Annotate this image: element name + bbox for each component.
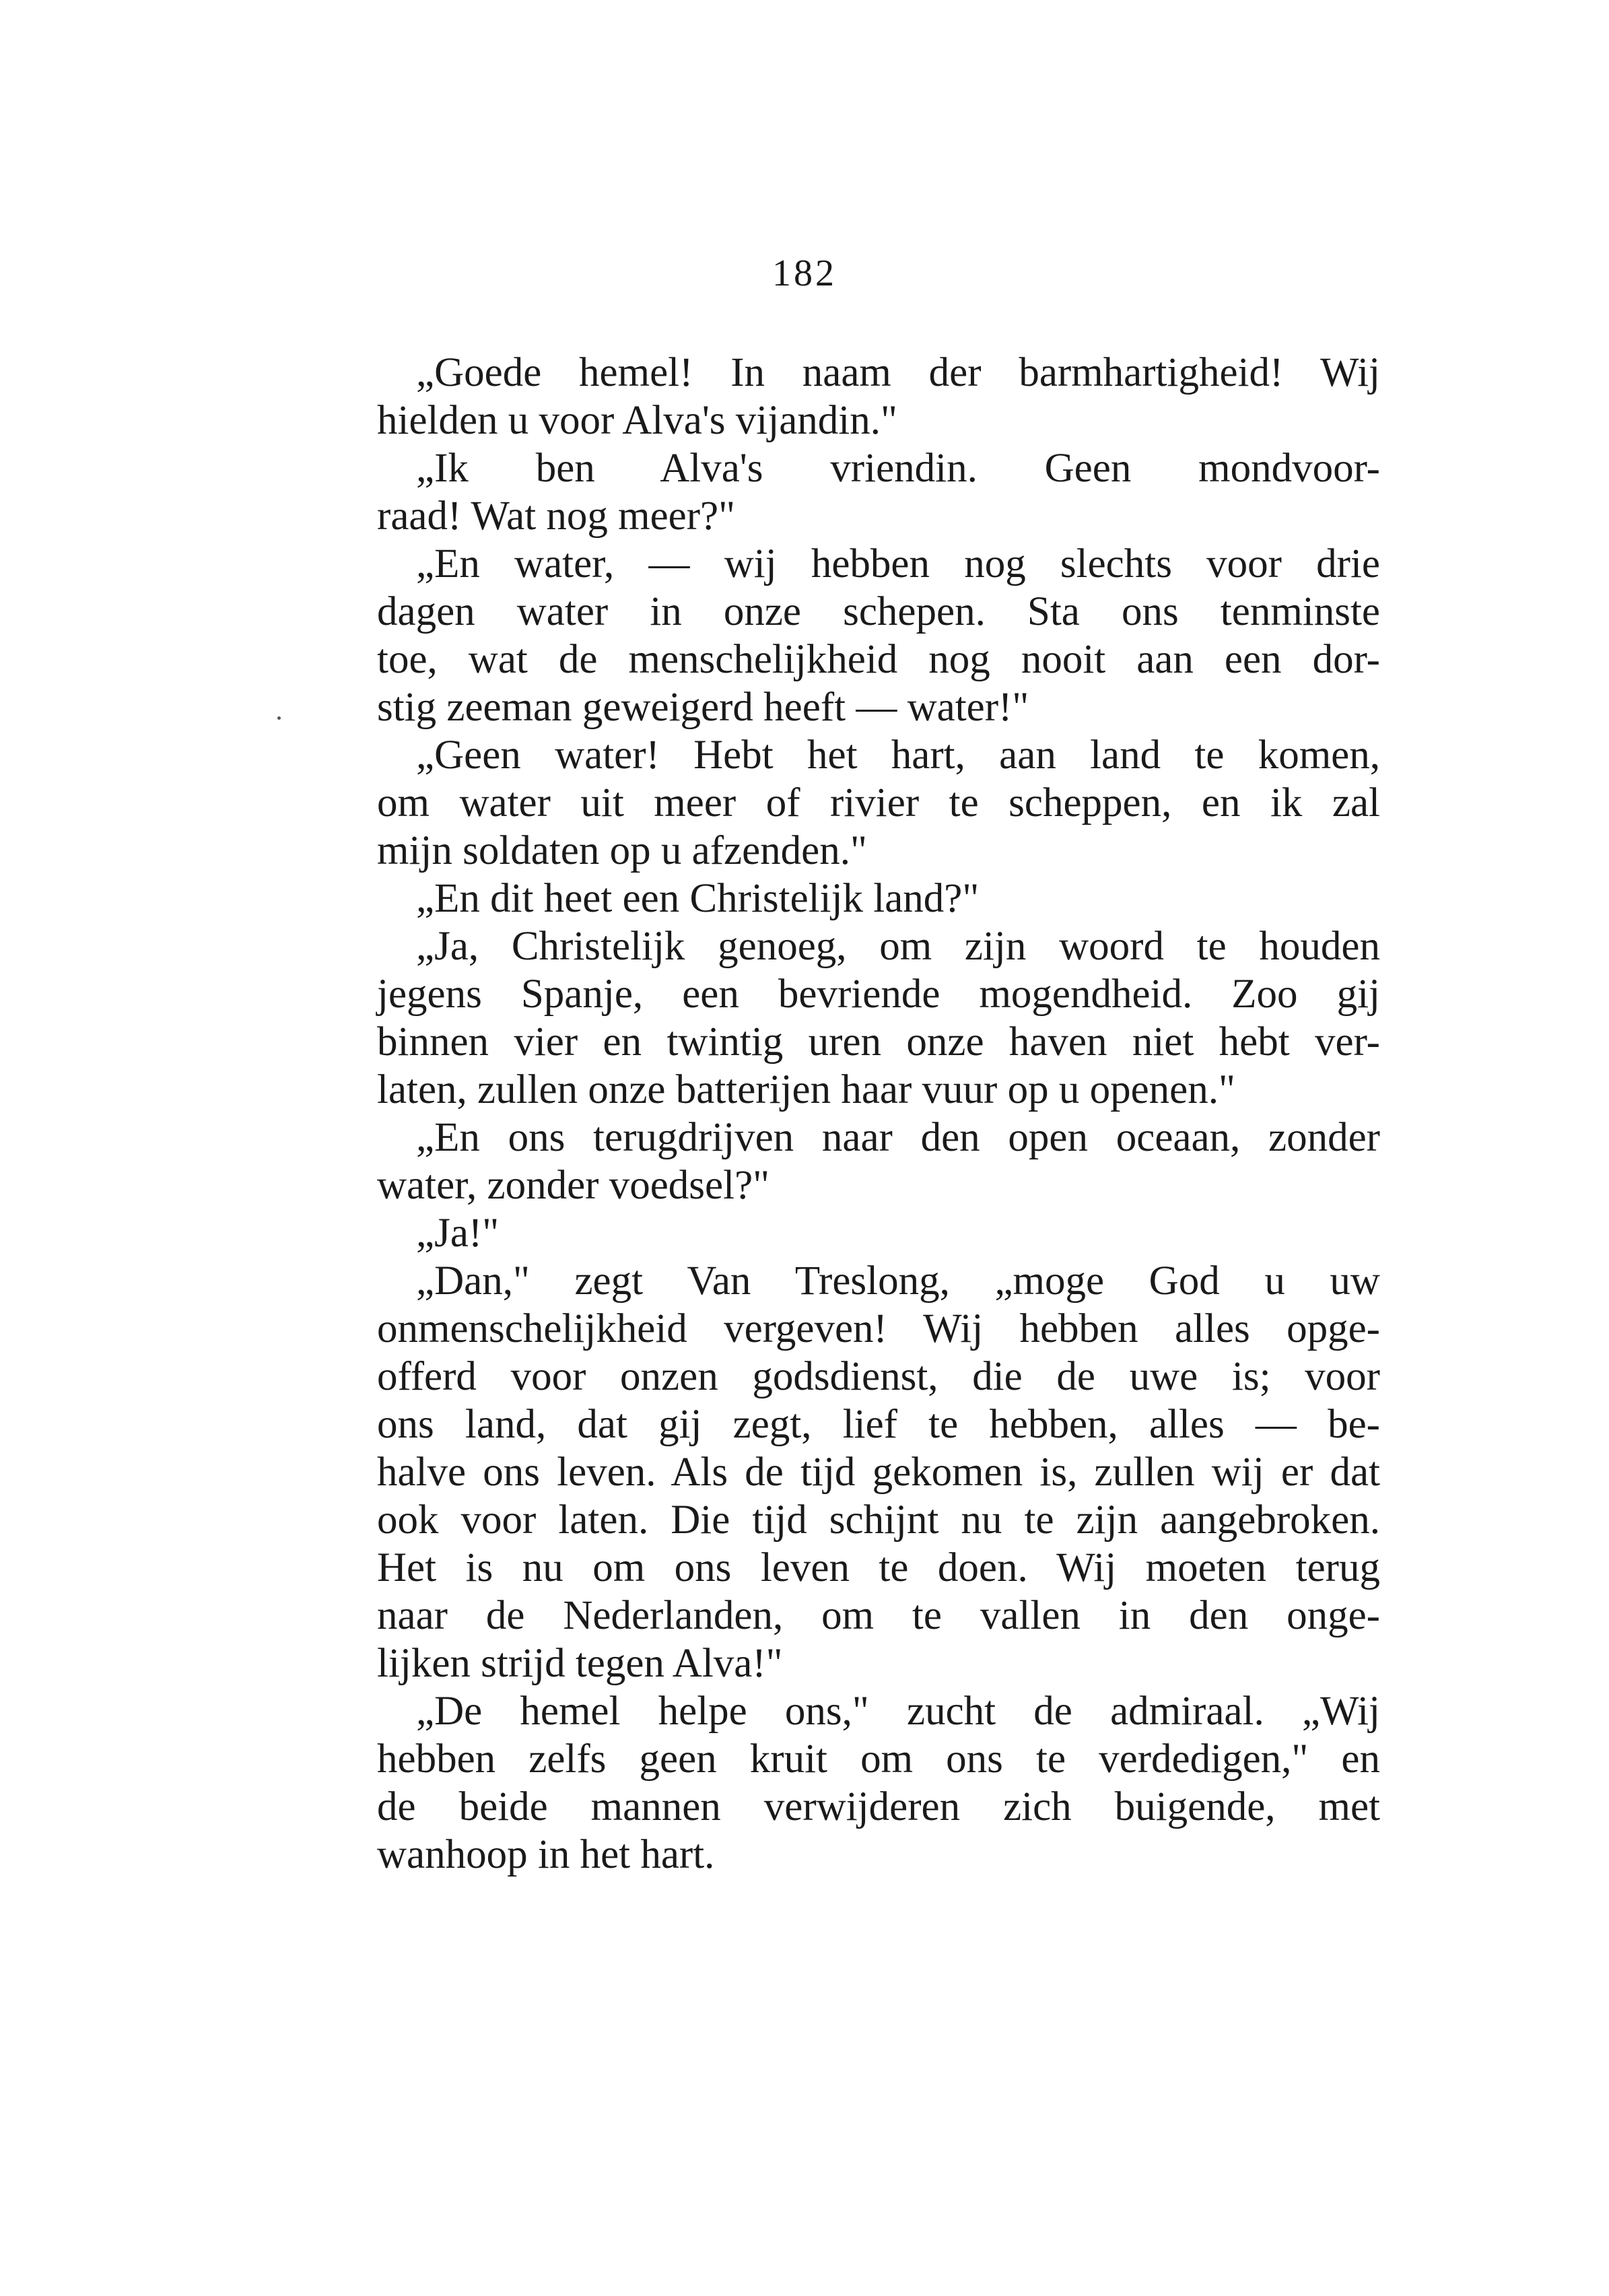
text-line: om water uit meer of rivier te scheppen, en ik zal — [377, 780, 1380, 825]
text-line: de beide mannen verwijderen zich buigende, met — [377, 1784, 1380, 1829]
text-line: „Dan," zegt Van Treslong, „moge God u uw — [416, 1258, 1380, 1304]
paragraph — [377, 922, 1380, 1114]
text-line: jegens Spanje, een bevriende mogendheid. Zoo gij — [377, 972, 1380, 1017]
text-line: „Ja, Christelijk genoeg, om zijn woord te houden — [416, 924, 1380, 969]
text-line: „Goede hemel! In naam der barmhartigheid! Wij — [416, 350, 1380, 395]
paragraph — [377, 731, 1380, 875]
paragraph — [377, 1209, 1380, 1257]
page-number: 182 — [772, 252, 837, 294]
text-line: water, zonder voedsel?" — [377, 1163, 770, 1208]
text-line: hebben zelfs geen kruit om ons te verdedigen," en — [377, 1736, 1380, 1782]
paragraph — [377, 1114, 1380, 1209]
text-line: laten, zullen onze batterijen haar vuur op u openen." — [377, 1067, 1235, 1112]
paragraph — [377, 1687, 1380, 1879]
text-line: hielden u voor Alva's vijandin." — [377, 398, 897, 443]
text-line: wanhoop in het hart. — [377, 1832, 715, 1877]
text-line: offerd voor onzen godsdienst, die de uwe is; voor — [377, 1354, 1380, 1399]
text-line: toe, wat de menschelijkheid nog nooit aan een dor- — [377, 637, 1380, 682]
paragraph — [377, 875, 1380, 922]
text-line: Het is nu om ons leven te doen. Wij moeten terug — [377, 1545, 1380, 1590]
margin-mark — [277, 716, 281, 720]
paragraph — [377, 1257, 1380, 1687]
text-line: stig zeeman geweigerd heeft — water!" — [377, 685, 1029, 730]
text-line: naar de Nederlanden, om te vallen in den onge- — [377, 1593, 1380, 1638]
paragraph — [377, 540, 1380, 731]
text-line: raad! Wat nog meer?" — [377, 494, 736, 539]
body-text — [377, 349, 1380, 1879]
text-line: lijken strijd tegen Alva!" — [377, 1641, 783, 1686]
text-line: „De hemel helpe ons," zucht de admiraal. „Wij — [416, 1689, 1380, 1734]
text-line: dagen water in onze schepen. Sta ons tenminste — [377, 589, 1380, 634]
text-line: „Ja!" — [416, 1211, 500, 1256]
text-line: „En ons terugdrijven naar den open oceaan, zonder — [416, 1115, 1380, 1160]
text-line: „En water, — wij hebben nog slechts voor drie — [416, 541, 1380, 586]
text-line: „En dit heet een Christelijk land?" — [416, 876, 980, 921]
text-line: halve ons leven. Als de tijd gekomen is, zullen wij er dat — [377, 1450, 1380, 1495]
text-line: onmenschelijkheid vergeven! Wij hebben alles opge- — [377, 1306, 1380, 1351]
text-line: binnen vier en twintig uren onze haven niet hebt ver- — [377, 1019, 1380, 1065]
text-line: ons land, dat gij zegt, lief te hebben, alles — be- — [377, 1402, 1380, 1447]
text-line: mijn soldaten op u afzenden." — [377, 828, 867, 873]
text-line: „Geen water! Hebt het hart, aan land te komen, — [416, 733, 1380, 778]
text-line: „Ik ben Alva's vriendin. Geen mondvoor- — [416, 446, 1380, 491]
paragraph — [377, 349, 1380, 444]
text-line: ook voor laten. Die tijd schijnt nu te zijn aangebroken. — [377, 1497, 1380, 1543]
paragraph — [377, 444, 1380, 540]
